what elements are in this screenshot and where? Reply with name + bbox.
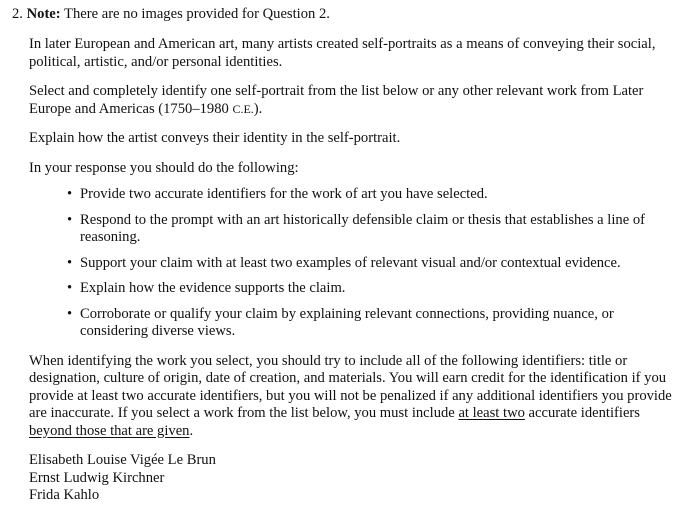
identifiers-text-3: . xyxy=(189,422,194,439)
intro-paragraph: In later European and American art, many artists created self-portraits as a means of conveying their social, political, artistic, and/or personal identities. xyxy=(29,36,656,70)
requirements-list xyxy=(29,186,683,341)
list-item xyxy=(67,280,683,298)
list-item-text: Provide two accurate identifiers for the work of art you have selected. xyxy=(80,186,488,202)
list-item-text: Explain how the evidence supports the claim. xyxy=(80,280,346,296)
artist-list xyxy=(29,452,683,505)
artist-name: Frida Kahlo xyxy=(29,487,100,503)
list-item xyxy=(67,212,683,247)
select-paragraph xyxy=(29,83,683,118)
question-header xyxy=(12,6,330,24)
artist-name: Ernst Ludwig Kirchner xyxy=(29,469,165,486)
list-item xyxy=(67,186,683,204)
artist-name: Elisabeth Louise Vigée Le Brun xyxy=(29,452,216,468)
bullet-icon: • xyxy=(67,280,73,296)
identifiers-paragraph xyxy=(29,353,683,441)
note-label: Note: xyxy=(26,6,61,22)
list-item xyxy=(67,306,683,341)
bullet-icon: • xyxy=(67,254,73,271)
select-end-text: ). xyxy=(253,100,263,117)
question-body xyxy=(29,36,683,505)
bullet-icon: • xyxy=(67,211,73,228)
list-item-text: Support your claim with at least two examples of relevant visual and/or contextual evidence. xyxy=(80,254,621,271)
list-item-text: Corroborate or qualify your claim by explaining relevant connections, providing nuance, or considering diverse views. xyxy=(80,305,614,339)
list-item-text: Respond to the prompt with an art historically defensible claim or thesis that establishes a line of reasoning. xyxy=(80,211,645,245)
underlined-at-least-two: at least two xyxy=(458,405,525,421)
response-lead: In your response you should do the following: xyxy=(29,159,299,176)
bullet-icon: • xyxy=(67,186,73,202)
identifiers-text-1: When identifying the work you select, you should try to include all of the following identifiers: title or designation, culture of origin, date of creation, and materials. You will earn credit for the identification if you provide at least two accurate identifiers, but you will not be penalized if any additional identifiers you provide are inaccurate. If you select a work from the list below, you must include xyxy=(29,352,672,421)
select-main-text: Select and completely identify one self-portrait from the list below or any other relevant work from Later Europe and Americas (1750–1980 xyxy=(29,83,644,117)
bullet-icon: • xyxy=(67,305,73,322)
note-text: There are no images provided for Question 2. xyxy=(64,6,330,22)
explain-paragraph: Explain how the artist conveys their identity in the self-portrait. xyxy=(29,130,401,146)
question-number: 2. xyxy=(12,6,23,22)
list-item xyxy=(67,255,683,273)
identifiers-text-2: accurate identifiers xyxy=(524,405,640,421)
underlined-beyond-given: beyond those that are given xyxy=(29,422,190,439)
era-abbreviation: C.E. xyxy=(232,101,254,116)
